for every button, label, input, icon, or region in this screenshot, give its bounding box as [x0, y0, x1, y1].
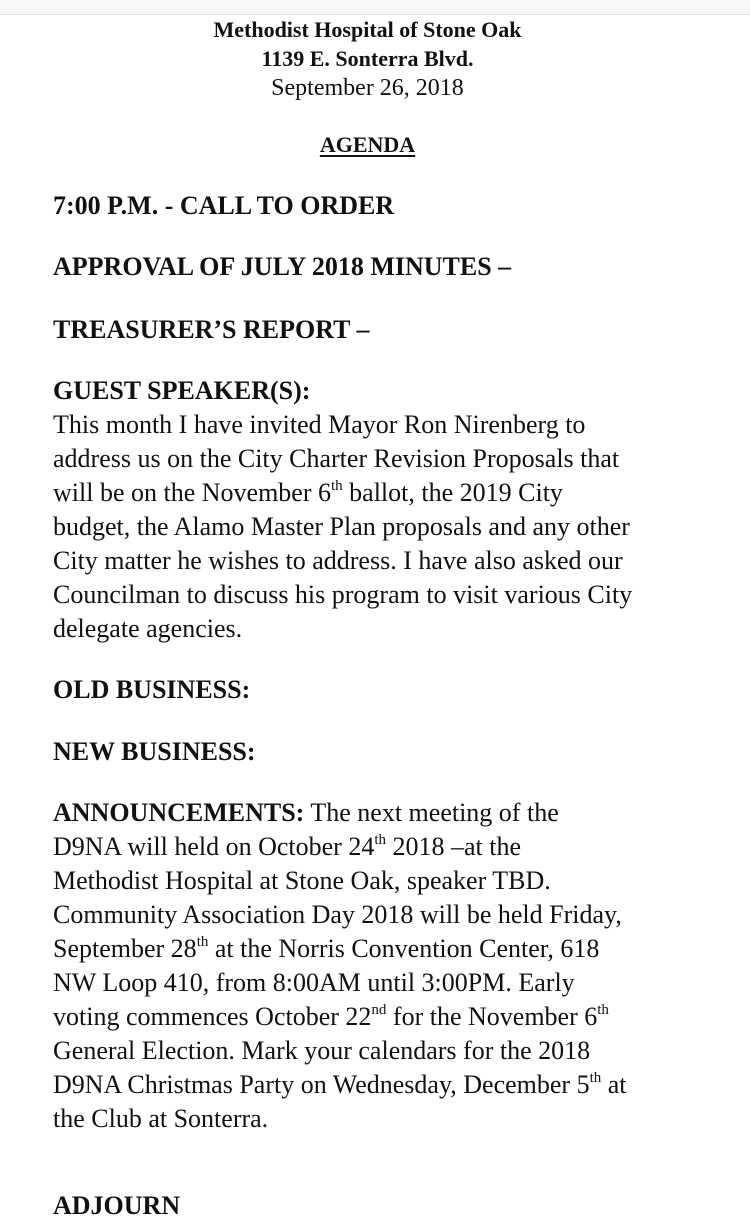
- text-line: This month I have invited Mayor Ron Nirenberg to: [53, 410, 586, 439]
- text-line: D9NA will held on October 24th 2018 –at the: [53, 832, 522, 861]
- top-bar: [0, 0, 750, 15]
- document-header: [0, 15, 735, 103]
- ordinal-suffix: th: [589, 1070, 602, 1086]
- text-line: will be on the November 6th ballot, the 2019 City: [53, 478, 563, 507]
- call-to-order-heading: 7:00 P.M. - CALL TO ORDER: [53, 191, 395, 220]
- text-line: the Club at Sonterra.: [53, 1104, 269, 1133]
- text-line: Methodist Hospital at Stone Oak, speaker TBD.: [53, 866, 551, 895]
- agenda-title: AGENDA: [319, 132, 416, 157]
- announcements-heading: ANNOUNCEMENTS:: [53, 798, 305, 827]
- text-line: delegate agencies.: [53, 614, 243, 643]
- text-line: D9NA Christmas Party on Wednesday, December 5th at: [53, 1070, 627, 1099]
- ordinal-suffix: th: [331, 478, 343, 494]
- text-line: Councilman to discuss his program to visit various City: [53, 580, 633, 609]
- ordinal-suffix: nd: [371, 1002, 387, 1018]
- treasurers-report-heading: TREASURER’S REPORT –: [53, 315, 370, 344]
- guest-speakers-heading: GUEST SPEAKER(S):: [53, 376, 311, 405]
- approval-minutes-heading: APPROVAL OF JULY 2018 MINUTES –: [53, 252, 512, 281]
- ordinal-suffix: th: [374, 832, 387, 848]
- announcements-paragraph: [53, 796, 743, 1136]
- ordinal-suffix: th: [196, 934, 209, 950]
- organization-name: Methodist Hospital of Stone Oak: [213, 17, 522, 42]
- text-line: General Election. Mark your calendars for the 2018: [53, 1036, 591, 1065]
- adjourn-heading: ADJOURN: [53, 1191, 181, 1220]
- text-line: City matter he wishes to address. I have also asked our: [53, 546, 623, 575]
- new-business-heading: NEW BUSINESS:: [53, 737, 256, 766]
- text-line: Community Association Day 2018 will be held Friday,: [53, 900, 622, 929]
- text-line: budget, the Alamo Master Plan proposals and any other: [53, 512, 630, 541]
- text-line: ANNOUNCEMENTS: The next meeting of the: [53, 798, 559, 827]
- text-line: voting commences October 22nd for the November 6th: [53, 1002, 609, 1031]
- old-business-heading: OLD BUSINESS:: [53, 675, 251, 704]
- meeting-date: September 26, 2018: [271, 75, 464, 101]
- ordinal-suffix: th: [597, 1002, 609, 1018]
- text-line: NW Loop 410, from 8:00AM until 3:00PM. Early: [53, 968, 575, 997]
- address: 1139 E. Sonterra Blvd.: [261, 46, 474, 71]
- text-line: September 28th at the Norris Convention Center, 618: [53, 934, 600, 963]
- text-line: address us on the City Charter Revision Proposals that: [53, 444, 620, 473]
- guest-speaker-paragraph: [53, 408, 743, 646]
